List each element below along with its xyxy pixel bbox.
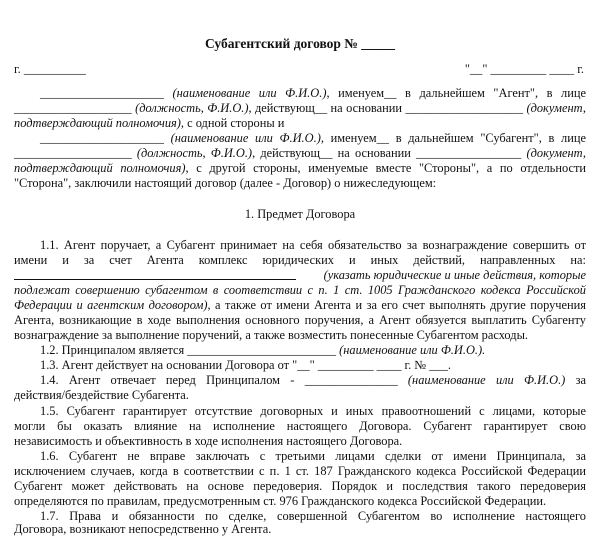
agent-name-hint: (наименование или Ф.И.О.) bbox=[172, 86, 327, 100]
clause-text: 1.2. Принципалом является ________________________ bbox=[40, 343, 336, 357]
preamble-text: , действующ__ на основании _________________ bbox=[252, 146, 522, 160]
clause-1-4-line: действия/бездействие Субагента. bbox=[14, 388, 189, 402]
preamble-line-7 bbox=[14, 176, 586, 190]
preamble-line-4 bbox=[14, 131, 586, 145]
clause-1-6-line: Субагент может действовать на основе передоверия. Порядок и последствия такого передоверия bbox=[14, 479, 586, 493]
city-field: г. __________ bbox=[14, 62, 86, 76]
preamble-line-3 bbox=[14, 116, 586, 130]
clause-1-1-line: имени и за счет Агента комплекс юридических и иных действий, направленных на: bbox=[14, 253, 586, 267]
clause-1-7-line: 1.7. Права и обязанности по сделке, совершенной Субагентом во исполнение настоящего bbox=[40, 509, 586, 523]
clause-1-1-line: подлежат совершению субагентом в соответствии с п. 1 ст. 1005 Гражданского кодекса Российской bbox=[14, 283, 586, 297]
clause-text: за bbox=[575, 373, 586, 387]
authority-hint: подтверждающий полномочия) bbox=[14, 161, 186, 175]
preamble-text: , действующ__ на основании ___________________ bbox=[248, 101, 524, 115]
preamble-text: , именуем__ в дальнейшем "Субагент", в лице bbox=[320, 131, 586, 145]
clause-1-1-line bbox=[14, 298, 586, 312]
actions-blank bbox=[14, 268, 296, 280]
agent-rep-hint: (должность, Ф.И.О.) bbox=[135, 101, 249, 115]
principal-hint: (наименование или Ф.И.О.). bbox=[339, 343, 486, 357]
clause-1-4 bbox=[14, 373, 586, 387]
clause-hint: Федерации и агентским договором) bbox=[14, 298, 208, 312]
subagent-rep-blank: ___________________ bbox=[14, 146, 132, 160]
date-line: "__" _________ ____ г. bbox=[464, 62, 584, 76]
clause-1-1-line: вознаграждение за выполнение поручений, а также возместить понесенные Субагентом расходы. bbox=[14, 328, 528, 342]
clause-1-3: 1.3. Агент действует на основании Договора от "__" _________ ____ г. № ___. bbox=[40, 358, 451, 372]
preamble-line-6 bbox=[14, 161, 586, 175]
clause-1-1-line: Агента, возникающие в ходе выполнения основного поручения, а Агент обязуется выплатить Субагенту bbox=[14, 313, 586, 327]
document-title: Субагентский договор № _____ bbox=[204, 36, 395, 51]
clause-1-6-line: 1.6. Субагент не вправе заключать с третьими лицами сделки от имени Принципала, за bbox=[40, 449, 586, 463]
subagent-name-hint: (наименование или Ф.И.О.) bbox=[170, 131, 321, 145]
document-hint: (документ, bbox=[526, 146, 586, 160]
agent-name-blank: ____________________ bbox=[40, 86, 164, 100]
agent-rep-blank: ___________________ bbox=[14, 101, 132, 115]
clause-text: 1.4. Агент отвечает перед Принципалом - _______________ bbox=[40, 373, 398, 387]
subagent-rep-hint: (должность, Ф.И.О.) bbox=[136, 146, 253, 160]
subagent-name-blank: ____________________ bbox=[40, 131, 164, 145]
clause-1-1-line bbox=[14, 268, 586, 283]
preamble-text: , именуем__ в дальнейшем "Агент", в лице bbox=[326, 86, 586, 100]
document-hint: (документ, bbox=[526, 101, 586, 115]
clause-1-7-line: Договора, возникают непосредственно у Агента. bbox=[14, 522, 272, 536]
preamble-line-5 bbox=[14, 146, 586, 160]
clause-1-5-line: могли бы оказать влияние на исполнение настоящего Договора. Субагент гарантирует свою bbox=[14, 419, 586, 433]
clause-1-2 bbox=[14, 343, 586, 357]
clause-1-5-line: 1.5. Субагент гарантирует отсутствие договорных и иных правоотношений с лицами, которые bbox=[40, 404, 586, 418]
preamble-text: , с одной стороны и bbox=[180, 116, 285, 130]
clause-1-6-line: исключением случаев, когда в соответствии с п. 1 ст. 187 Гражданского кодекса Российской Федерации bbox=[14, 464, 586, 478]
section-heading: 1. Предмет Договора bbox=[244, 207, 356, 221]
preamble-line-1 bbox=[14, 86, 586, 100]
clause-text: , а также от имени Агента и за его счет выполнять другие поручения bbox=[207, 298, 587, 312]
clause-1-6-line: определяются по правилам, предусмотренным ст. 976 Гражданского кодекса Российской Федерации. bbox=[14, 494, 547, 508]
preamble-text: "Сторона", заключили настоящий договор (далее - Договор) о нижеследующем: bbox=[14, 176, 437, 190]
clause-1-5-line: независимость и объективность в ходе исполнения настоящего Договора. bbox=[14, 434, 403, 448]
preamble-line-2 bbox=[14, 101, 586, 115]
actions-hint: (указать юридические и иные действия, которые bbox=[323, 268, 586, 282]
clause-1-1-line: 1.1. Агент поручает, а Субагент принимает на себя обязательство за вознаграждение совершить от bbox=[40, 238, 586, 252]
principal-hint: (наименование или Ф.И.О.) bbox=[407, 373, 566, 387]
authority-hint: подтверждающий полномочия) bbox=[14, 116, 181, 130]
preamble-text: , с другой стороны, именуемые вместе "Стороны", а по отдельности bbox=[185, 161, 586, 175]
